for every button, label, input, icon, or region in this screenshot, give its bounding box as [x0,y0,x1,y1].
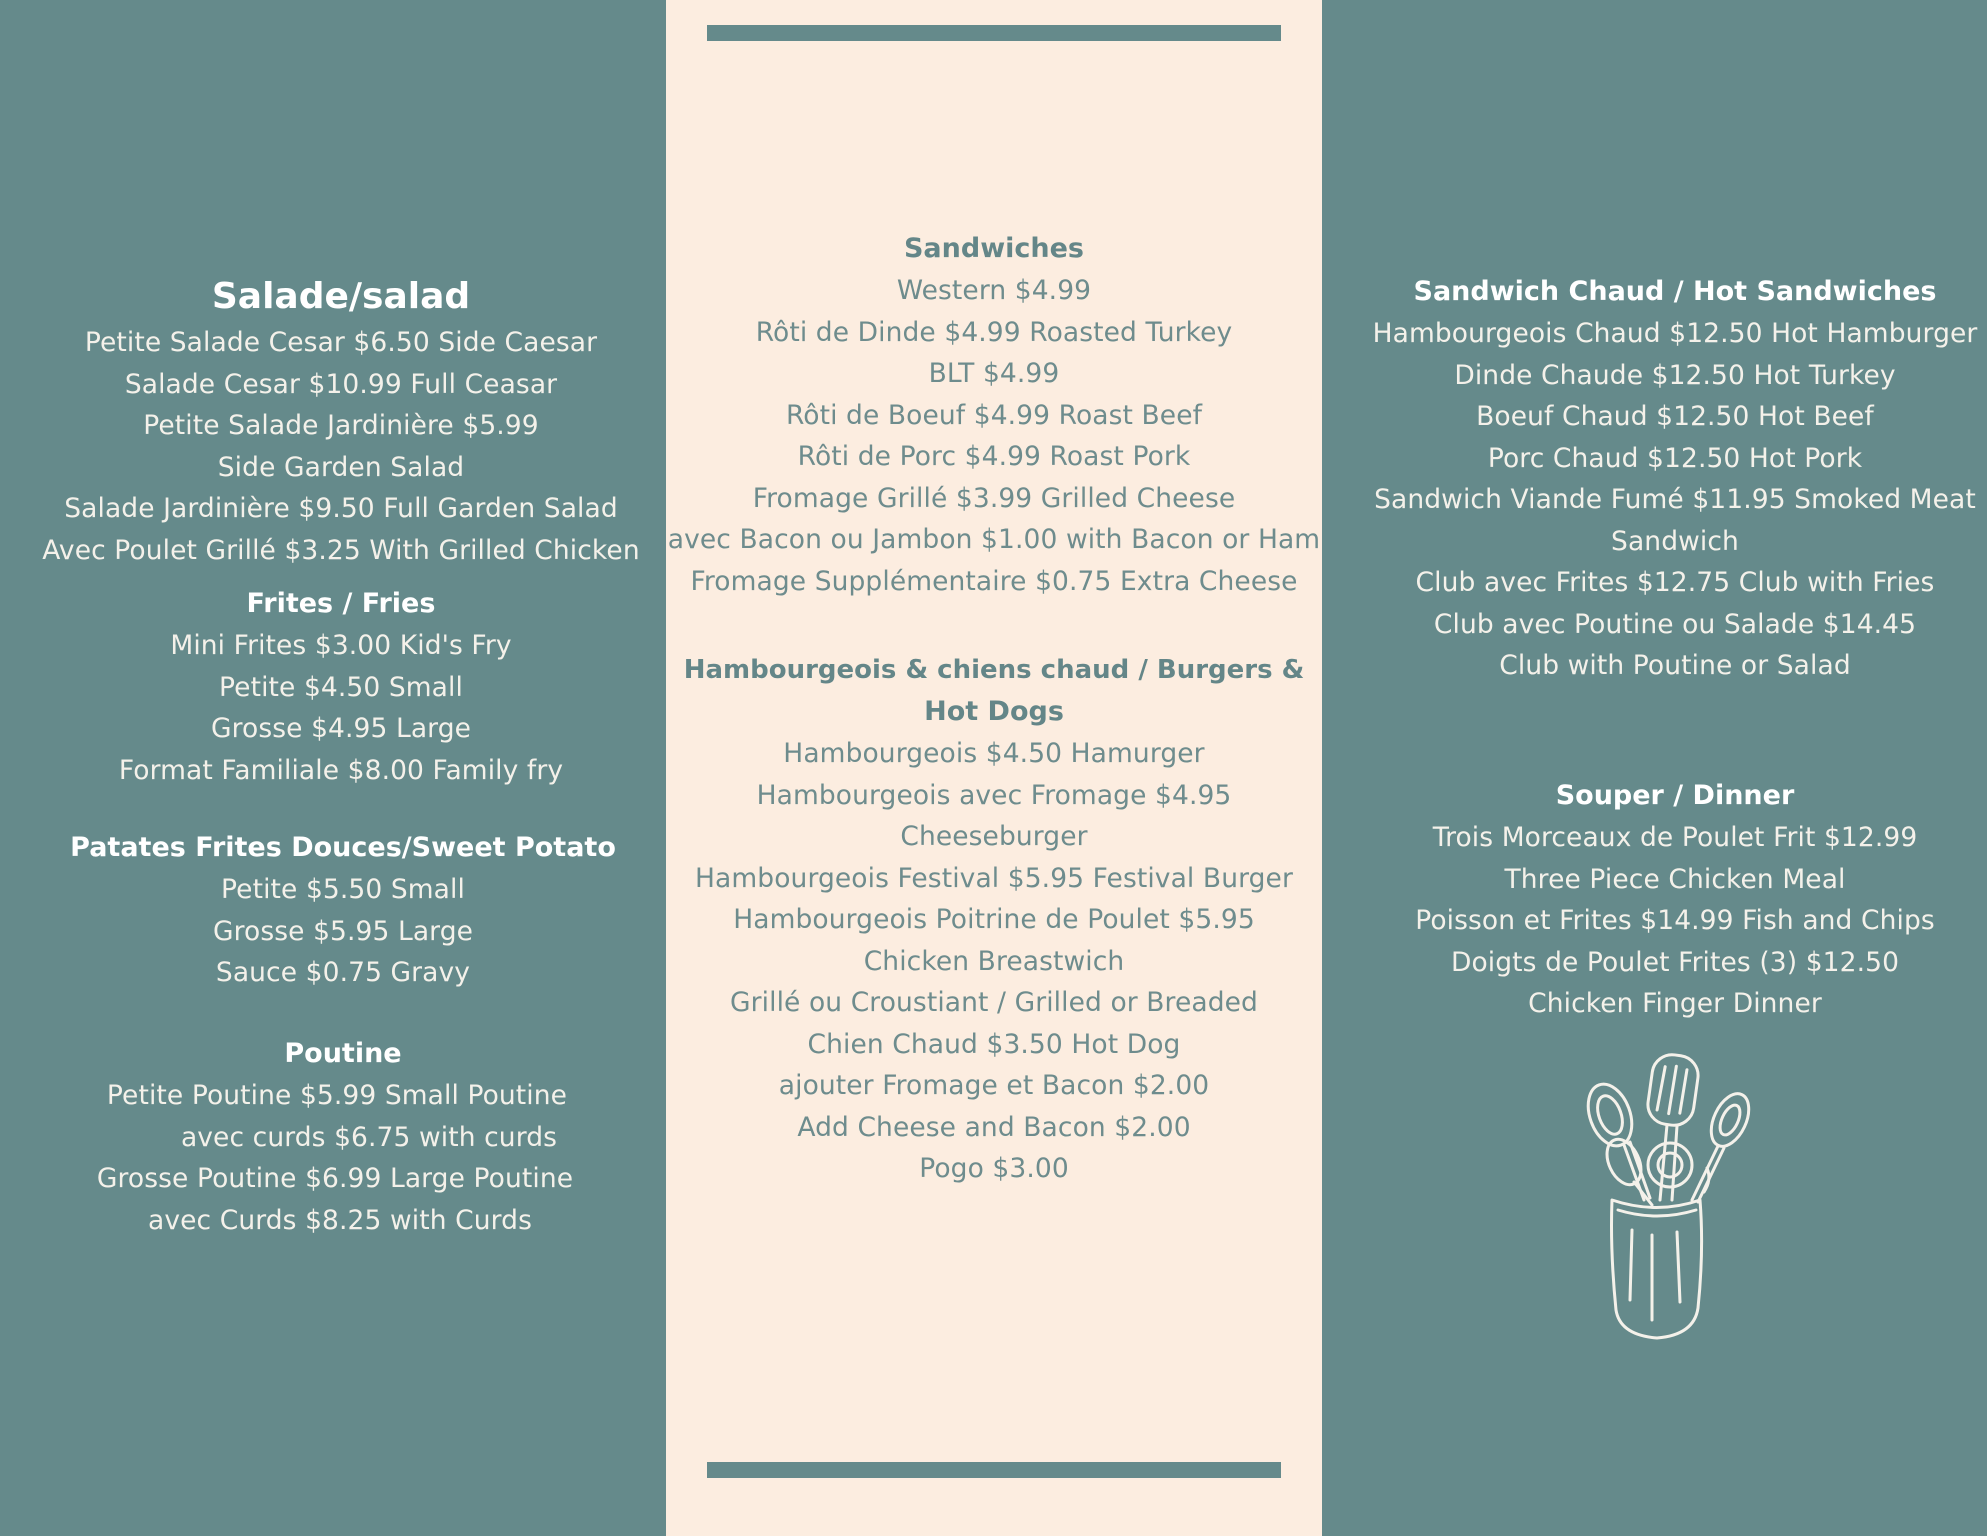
menu-item: Cheeseburger [900,821,1088,852]
menu-item: Chicken Finger Dinner [1528,988,1822,1019]
menu-item: Poisson et Frites $14.99 Fish and Chips [1415,905,1935,936]
menu-item: avec curds $6.75 with curds [180,1121,558,1153]
kitchen-utensils-icon [1582,1050,1752,1340]
menu-item: Salade Jardinière $9.50 Full Garden Salad [64,493,618,524]
menu-item: Rôti de Porc $4.99 Roast Pork [797,441,1191,472]
menu-item: Hambourgeois Chaud $12.50 Hot Hamburger [1372,318,1978,349]
middle-panel [666,0,1322,1536]
menu-item: Sauce $0.75 Gravy [215,957,471,988]
menu-item: Hambourgeois Poitrine de Poulet $5.95 [733,904,1255,935]
menu-item: Grosse $4.95 Large [210,713,472,744]
menu-item: Mini Frites $3.00 Kid's Fry [170,630,512,661]
menu-item: Hambourgeois $4.50 Hamurger [783,738,1205,769]
sweet-potato-section [0,827,686,994]
menu-item: Doigts de Poulet Frites (3) $12.50 [1450,946,1900,978]
menu-item: Grosse $5.95 Large [212,915,474,947]
right-panel [1322,0,1987,1536]
menu-item: ajouter Fromage et Bacon $2.00 [778,1070,1210,1101]
top-divider-bar [707,25,1281,41]
left-panel [0,0,666,1536]
salad-section [0,272,682,571]
menu-item: Trois Morceaux de Poulet Frit $12.99 [1432,822,1918,853]
menu-item: Chicken Breastwich [863,945,1125,977]
menu-item: Porc Chaud $12.50 Hot Pork [1487,442,1863,474]
menu-item: Fromage Grillé $3.99 Grilled Cheese [752,482,1236,514]
hot-sandwiches-heading: Sandwich Chaud / Hot Sandwiches [1413,276,1937,307]
salad-heading: Salade/salad [211,276,471,317]
hot-sandwiches-section [1322,271,1987,687]
menu-item: Club avec Poutine ou Salade $14.45 [1433,608,1917,640]
fries-heading: Frites / Fries [246,588,436,619]
menu-item: Petite $5.50 Small [221,874,465,905]
menu-item: Chien Chaud $3.50 Hot Dog [807,1028,1181,1060]
menu-item: Avec Poulet Grillé $3.25 With Grilled Chicken [42,534,640,566]
fries-section [0,583,682,791]
burgers-heading: Hambourgeois & chiens chaud / Burgers & [683,655,1305,685]
dinner-heading: Souper / Dinner [1555,780,1795,811]
menu-item: Petite Salade Cesar $6.50 Side Caesar [84,327,598,358]
menu-item: Rôti de Dinde $4.99 Roasted Turkey [755,316,1233,348]
menu-item: Fromage Supplémentaire $0.75 Extra Cheese [690,565,1298,597]
poutine-section [0,1033,686,1241]
menu-item: avec Curds $8.25 with Curds [148,1204,532,1236]
menu-item: Sandwich Viande Fumé $11.95 Smoked Meat [1374,484,1976,515]
menu-item: Grosse Poutine $6.99 Large Poutine [96,1163,574,1194]
bottom-divider-bar [707,1462,1281,1478]
menu-item: avec Bacon ou Jambon $1.00 with Bacon or Ham [667,524,1321,555]
menu-item: Three Piece Chicken Meal [1504,863,1846,895]
menu-item: Add Cheese and Bacon $2.00 [797,1111,1191,1143]
menu-item: Salade Cesar $10.99 Full Ceasar [124,368,558,400]
menu-item: Pogo $3.00 [919,1153,1069,1184]
menu-item: Petite Salade Jardinière $5.99 [143,410,539,441]
menu-item: Petite Poutine $5.99 Small Poutine [106,1080,568,1111]
poutine-heading: Poutine [284,1038,402,1069]
menu-item: Club avec Frites $12.75 Club with Fries [1415,567,1935,598]
menu-item: Side Garden Salad [217,451,465,483]
menu-item: Format Familiale $8.00 Family fry [118,754,564,786]
burgers-section [666,649,1322,1190]
burgers-heading-continued: Hot Dogs [924,696,1064,727]
sandwiches-heading: Sandwiches [903,233,1085,264]
menu-item: Club with Poutine or Salad [1499,650,1851,681]
menu-item: Hambourgeois avec Fromage $4.95 [756,779,1232,811]
menu-item: Rôti de Boeuf $4.99 Roast Beef [785,399,1203,431]
menu-item: Dinde Chaude $12.50 Hot Turkey [1454,359,1896,391]
menu-item: Boeuf Chaud $12.50 Hot Beef [1476,401,1874,432]
dinner-section [1322,775,1987,1025]
menu-item: BLT $4.99 [928,358,1060,389]
sandwiches-section [666,228,1322,602]
menu-item: Hambourgeois Festival $5.95 Festival Burger [695,862,1293,894]
menu-item: Grillé ou Croustiant / Grilled or Breaded [730,987,1258,1018]
menu-item: Sandwich [1611,525,1739,557]
sweet-potato-heading: Patates Frites Douces/Sweet Potato [70,832,616,863]
menu-item: Western $4.99 [896,275,1092,306]
menu-item: Petite $4.50 Small [219,671,463,703]
